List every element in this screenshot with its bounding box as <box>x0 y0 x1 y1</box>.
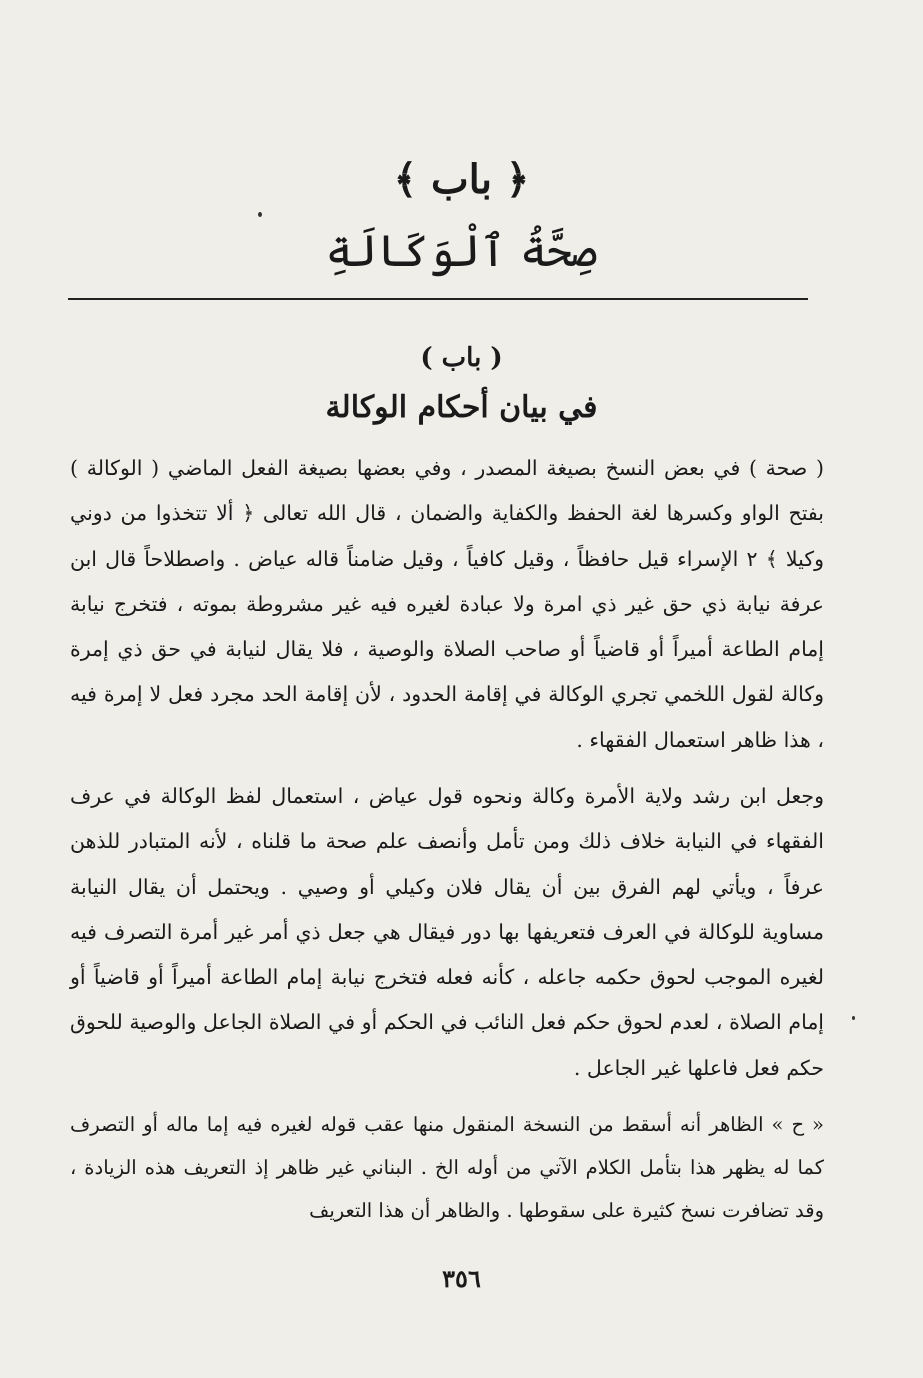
section-label: ( باب ) <box>420 343 503 373</box>
ink-speck <box>852 1016 855 1020</box>
chapter-title: ﴿ باب ﴾ <box>393 156 530 203</box>
body-paragraph-2 <box>70 774 824 1091</box>
paragraph-text: وجعل ابن رشد ولاية الأمرة وكالة ونحوه قول عياض ، استعمال لفظ الوكالة في عرف الفقهاء في النيابة خلاف ذلك ومن تأمل وأنصف علم صحة ما قلناه ، لأنه المتبادر للذهن عرفاً ، ويأتي لهم الفرق بين أن يقال فلان وكيلي أو وصيي . ويحتمل أن يقال النيابة مساوية للوكالة في العرف فتعريفها بها دور فيقال هي جعل ذي أمر غير أمرة التصرف فيه لغيره الموجب لحوق حكمه جاعله ، كأنه فعله فتخرج نيابة إمام الطاعة أميراً أو قاضياً أو إمام الصلاة ، لعدم لحوق حكم فعل النائب في الحكم أو في الصلاة الجاعل والوصية للحوق حكم فعل فاعلها غير الجاعل . <box>70 784 824 1080</box>
chapter-subtitle: صِحَّةُ ٱلْوَكَالَةِ <box>325 226 598 277</box>
page-number: ٣٥٦ <box>442 1264 481 1293</box>
ink-speck <box>258 212 262 217</box>
body-paragraph-1 <box>70 446 824 763</box>
paragraph-text: « ح » الظاهر أنه أسقط من النسخة المنقول منها عقب قوله لغيره فيه إما ماله أو التصرف كما له يظهر هذا بتأمل الكلام الآتي من أوله الخ . البناني غير ظاهر إذ التعريف هذه الزيادة ، وقد تضافرت نسخ كثيرة على سقوطها . والظاهر أن هذا التعريف <box>70 1113 824 1222</box>
footnote-paragraph <box>70 1103 824 1232</box>
paragraph-text: ( صحة ) في بعض النسخ بصيغة المصدر ، وفي بعضها بصيغة الفعل الماضي ( الوكالة ) بفتح الواو وكسرها لغة الحفظ والكفاية والضمان ، قال الله تعالى ﴿ ألا تتخذوا من دوني وكيلا ﴾ ٢ الإسراء قيل حافظاً ، وقيل كافياً ، وقيل ضامناً قاله عياض . واصطلاحاً قال ابن عرفة نيابة ذي حق غير ذي امرة ولا عبادة لغيره فيه غير مشروطة بموته ، فتخرج نيابة إمام الطاعة أميراً أو قاضياً أو صاحب الصلاة والوصية ، فلا يقال لنيابة في حق ذي إمرة وكالة لقول اللخمي تجري الوكالة في إقامة الحدود ، لأن إقامة الحد مجرد فعل لا إمرة فيه ، هذا ظاهر استعمال الفقهاء . <box>70 456 824 752</box>
title-divider <box>68 298 808 300</box>
section-heading: في بيان أحكام الوكالة <box>325 390 598 425</box>
